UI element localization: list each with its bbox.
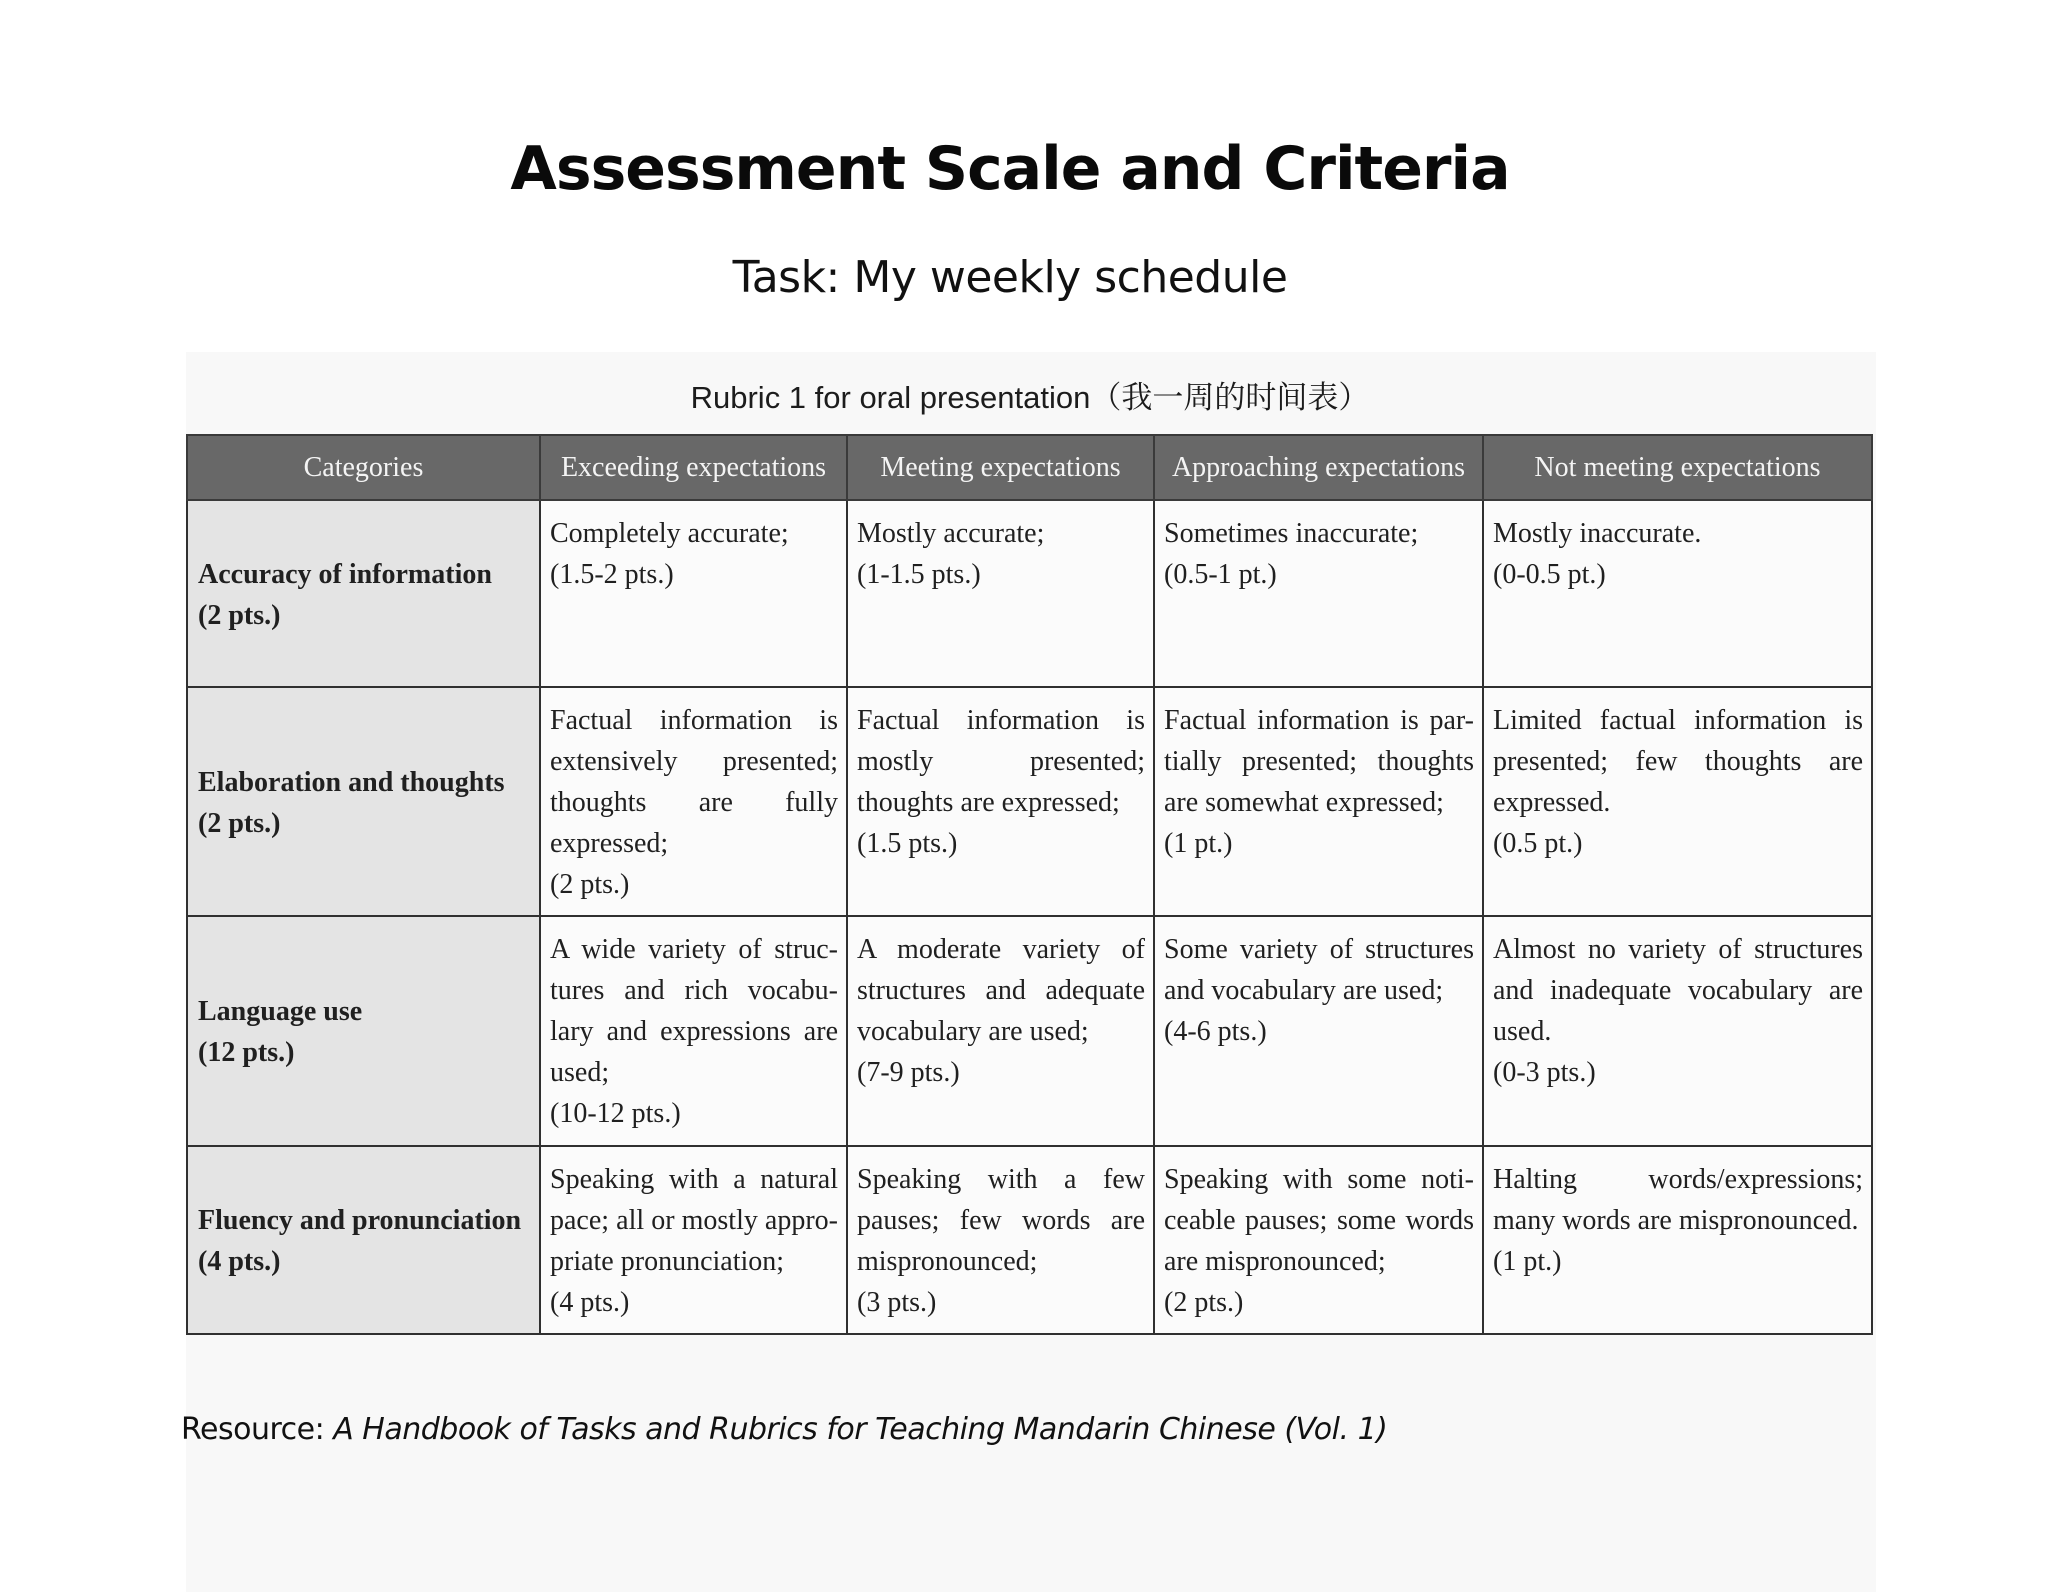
rubric-row-language xyxy=(187,916,1872,1146)
rubric-row-fluency xyxy=(187,1146,1872,1334)
criteria-text: Mostly inaccurate. xyxy=(1493,518,1702,549)
criteria-cell xyxy=(1483,916,1872,1146)
criteria-cell xyxy=(1154,916,1483,1146)
criteria-cell xyxy=(847,916,1154,1146)
category-cell xyxy=(187,687,540,916)
criteria-points: (7-9 pts.) xyxy=(857,1057,960,1088)
criteria-text: Speaking with a natural pace; all or mostly appro-priate pronunciation; xyxy=(550,1164,838,1277)
header-not-meeting: Not meeting expectations xyxy=(1483,435,1872,500)
criteria-cell xyxy=(1154,1146,1483,1334)
criteria-points: (1 pt.) xyxy=(1164,828,1233,859)
criteria-cell xyxy=(1154,500,1483,687)
category-name: Language use xyxy=(198,996,363,1027)
header-approaching: Approaching expectations xyxy=(1154,435,1483,500)
rubric-caption: Rubric 1 for oral presentation（我一周的时间表） xyxy=(690,380,1370,415)
criteria-points: (0.5 pt.) xyxy=(1493,828,1583,859)
resource-label: Resource: xyxy=(181,1412,325,1447)
criteria-cell xyxy=(1154,687,1483,916)
criteria-text: Completely accurate; xyxy=(550,518,789,549)
category-name: Fluency and pronunciation xyxy=(198,1205,522,1236)
criteria-cell xyxy=(540,916,847,1146)
category-points: (2 pts.) xyxy=(198,599,281,631)
criteria-text: Mostly accurate; xyxy=(857,518,1045,549)
rubric-row-elaboration xyxy=(187,687,1872,916)
criteria-points: (4-6 pts.) xyxy=(1164,1016,1267,1047)
criteria-points: (2 pts.) xyxy=(1164,1287,1244,1318)
category-points: (4 pts.) xyxy=(198,1246,281,1277)
category-points: (12 pts.) xyxy=(198,1037,295,1068)
criteria-cell xyxy=(1483,1146,1872,1334)
criteria-text: Factual information is par-tially presented; thoughts are somewhat expressed; xyxy=(1164,705,1474,818)
criteria-points: (2 pts.) xyxy=(550,869,630,900)
header-categories: Categories xyxy=(187,435,540,500)
rubric-row-accuracy xyxy=(187,500,1872,687)
task-title: Task: My weekly schedule xyxy=(732,252,1288,303)
header-exceeding: Exceeding expectations xyxy=(540,435,847,500)
criteria-cell xyxy=(847,1146,1154,1334)
criteria-cell xyxy=(1483,687,1872,916)
criteria-cell xyxy=(540,1146,847,1334)
criteria-points: (0-3 pts.) xyxy=(1493,1057,1596,1088)
criteria-text: Speaking with some noti-ceable pauses; some words are mispronounced; xyxy=(1164,1164,1474,1277)
criteria-text: Limited factual information is presented; few thoughts are expressed. xyxy=(1493,705,1863,818)
criteria-points: (0.5-1 pt.) xyxy=(1164,559,1277,590)
header-meeting: Meeting expectations xyxy=(847,435,1154,500)
rubric-header-row xyxy=(187,435,1872,500)
criteria-text: Almost no variety of structures and inadequate vocabulary are used. xyxy=(1493,934,1863,1047)
criteria-points: (4 pts.) xyxy=(550,1287,630,1318)
category-points: (2 pts.) xyxy=(198,807,281,839)
criteria-text: A wide variety of struc-tures and rich vocabu-lary and expressions are used; xyxy=(550,934,838,1088)
resource-citation xyxy=(181,1412,1387,1447)
criteria-cell xyxy=(847,687,1154,916)
category-cell xyxy=(187,1146,540,1334)
category-cell xyxy=(187,916,540,1146)
resource-book-title: A Handbook of Tasks and Rubrics for Teaching Mandarin Chinese (Vol. 1) xyxy=(333,1412,1388,1447)
category-cell xyxy=(187,500,540,687)
criteria-points: (10-12 pts.) xyxy=(550,1098,681,1129)
category-name: Accuracy of information xyxy=(198,558,492,590)
criteria-cell xyxy=(540,500,847,687)
criteria-points: (0-0.5 pt.) xyxy=(1493,559,1606,590)
rubric-table xyxy=(186,434,1873,1335)
criteria-text: Sometimes inaccurate; xyxy=(1164,518,1419,549)
criteria-text: Factual information is extensively presented; thoughts are fully expressed; xyxy=(550,705,838,859)
criteria-points: (1.5 pts.) xyxy=(857,828,958,859)
criteria-cell xyxy=(1483,500,1872,687)
category-name: Elaboration and thoughts xyxy=(198,766,505,798)
criteria-points: (1.5-2 pts.) xyxy=(550,559,674,590)
criteria-cell xyxy=(847,500,1154,687)
criteria-text: A moderate variety of structures and adequate vocabulary are used; xyxy=(857,934,1145,1047)
criteria-cell xyxy=(540,687,847,916)
criteria-text: Halting words/expressions; many words are mispronounced. xyxy=(1493,1164,1863,1236)
criteria-text: Some variety of structures and vocabulary are used; xyxy=(1164,934,1474,1006)
criteria-text: Factual information is mostly presented; thoughts are expressed; xyxy=(857,705,1145,818)
criteria-text: Speaking with a few pauses; few words are mispronounced; xyxy=(857,1164,1145,1277)
criteria-points: (1-1.5 pts.) xyxy=(857,559,981,590)
page-title: Assessment Scale and Criteria xyxy=(510,134,1510,204)
criteria-points: (3 pts.) xyxy=(857,1287,937,1318)
criteria-points: (1 pt.) xyxy=(1493,1246,1562,1277)
